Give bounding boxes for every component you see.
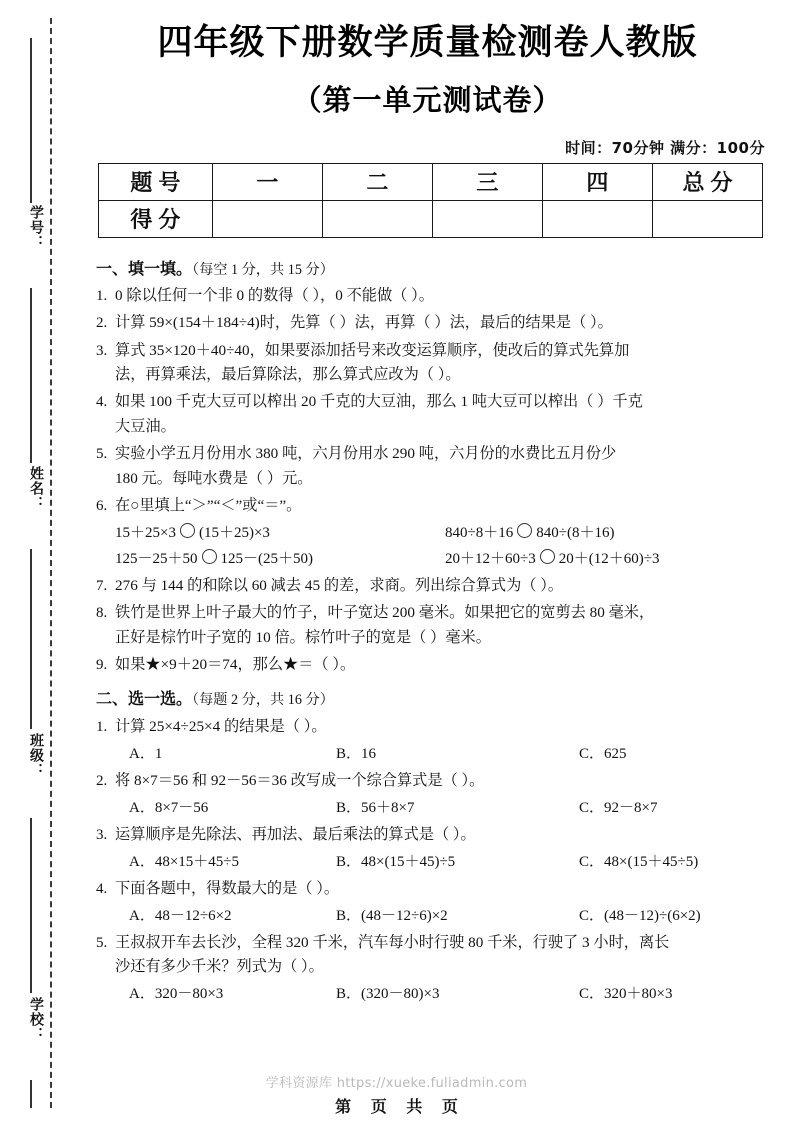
- score-table: [98, 163, 763, 238]
- question-2-1: [96, 715, 767, 740]
- question-line: 在○里填上“＞”“＜”或“＝”。: [115, 496, 302, 514]
- options-row: [96, 742, 767, 766]
- section-heading-text: 一、填一填。: [96, 258, 193, 278]
- question-line: 如果 100 千克大豆可以榨出 20 千克的大豆油，那么 1 吨大豆可以榨出（ ）千克: [115, 393, 643, 411]
- question-number: 2.: [96, 315, 108, 332]
- question-number: 5.: [96, 934, 108, 951]
- option-a[interactable]: A．320－80×3: [129, 986, 224, 1003]
- options-row: [96, 850, 767, 874]
- rail-label-student-name: 姓名：: [28, 466, 44, 511]
- section-heading-fill-in-the-blank: [96, 256, 767, 282]
- question-1-7: [96, 574, 767, 599]
- section-points: （每题 2 分，共 16 分）: [192, 692, 334, 709]
- question-number: 5.: [96, 446, 108, 462]
- question-body: [115, 574, 767, 599]
- question-number: 4.: [96, 394, 108, 411]
- question-line: 0 除以任何一个非 0 的数得（ ），0 不能做（ ）。: [115, 287, 434, 305]
- comparison-left-expression: 20＋12＋60÷3: [445, 551, 536, 568]
- rail-label-student-number: 学号：: [28, 205, 44, 250]
- fold-dashed-line: [50, 18, 52, 1108]
- question-body: [115, 442, 767, 491]
- score-input-4[interactable]: [542, 200, 652, 237]
- question-body: [115, 494, 767, 519]
- comparison-circle-blank[interactable]: [517, 523, 532, 538]
- rail-divider-line: [30, 818, 32, 993]
- section-points: （每空 1 分，共 15 分）: [192, 261, 334, 278]
- question-1-6: [96, 494, 767, 519]
- comparison-circle-blank[interactable]: [202, 549, 217, 564]
- question-body: [115, 653, 767, 678]
- score-table-col-4: 四: [542, 163, 652, 200]
- score-table-row-label: 题号: [99, 163, 213, 200]
- option-b[interactable]: B．56＋8×7: [336, 800, 415, 817]
- question-line: 将 8×7＝56 和 92－56＝36 改写成一个综合算式是（ ）。: [115, 771, 485, 789]
- question-body: [115, 311, 767, 336]
- left-margin-rail: [0, 0, 62, 1122]
- question-line: 正好是棕竹叶子宽的 10 倍。棕竹叶子的宽是（ ）毫米。: [115, 628, 491, 646]
- comparison-right-expression: 20＋(12＋60)÷3: [558, 551, 660, 568]
- question-line: 计算 25×4÷25×4 的结果是（ ）。: [115, 717, 327, 735]
- score-table-row-label: 得分: [99, 200, 213, 237]
- options-row: [96, 796, 767, 820]
- question-number: 1.: [96, 288, 108, 305]
- score-input-2[interactable]: [322, 200, 432, 237]
- question-number: 4.: [96, 880, 108, 897]
- question-number: 3.: [96, 826, 108, 843]
- question-number: 9.: [96, 656, 108, 673]
- section-heading-multiple-choice: [96, 686, 767, 712]
- page-number-footer: 第 页 共 页: [335, 1097, 465, 1116]
- question-body: [115, 601, 767, 650]
- comparison-row-2: [96, 547, 767, 571]
- question-2-3: [96, 823, 767, 848]
- question-body: [115, 715, 767, 740]
- comparison-row-1: [96, 521, 767, 545]
- score-table-col-1: 一: [212, 163, 322, 200]
- option-c[interactable]: C．48×(15＋45÷5): [579, 853, 699, 870]
- question-line: 计算 59×(154＋184÷4)时，先算（ ）法，再算（ ）法，最后的结果是（ ）。: [115, 314, 613, 332]
- option-c[interactable]: C．625: [579, 746, 627, 763]
- question-1-5: [96, 442, 767, 491]
- question-2-4: [96, 877, 767, 902]
- exam-content: [62, 238, 793, 1007]
- question-1-8: [96, 601, 767, 650]
- rail-divider-line: [30, 38, 32, 203]
- question-line: 如果★×9＋20＝74，那么★＝（ ）。: [115, 655, 356, 673]
- comparison-right-expression: (15＋25)×3: [198, 524, 270, 541]
- question-number: 8.: [96, 605, 108, 622]
- option-c[interactable]: C．92－8×7: [579, 800, 658, 817]
- question-body: [115, 339, 767, 388]
- section-heading-text: 二、选一选。: [96, 689, 193, 709]
- question-line: 180 元。每吨水费是（ ）元。: [115, 469, 313, 487]
- question-body: [115, 390, 767, 439]
- option-c[interactable]: C．(48－12)÷(6×2): [579, 907, 701, 924]
- options-row: [96, 982, 767, 1006]
- comparison-left-expression: 125－25＋50: [115, 551, 198, 568]
- option-b[interactable]: B．(48－12÷6)×2: [336, 907, 448, 924]
- comparison-expression-pair: [445, 521, 767, 545]
- question-number: 6.: [96, 497, 108, 514]
- comparison-expression-pair: [115, 547, 445, 571]
- comparison-left-expression: 840÷8＋16: [445, 524, 514, 541]
- question-line: 276 与 144 的和除以 60 减去 45 的差，求商。列出综合算式为（ ）。: [115, 576, 564, 594]
- option-b[interactable]: B．(320－80)×3: [336, 986, 440, 1003]
- option-b[interactable]: B．48×(15＋45)÷5: [336, 853, 456, 870]
- comparison-expression-pair: [115, 521, 445, 545]
- question-1-1: [96, 284, 767, 309]
- comparison-right-expression: 125－(25＋50): [220, 551, 314, 568]
- score-table-col-total: 总分: [652, 163, 762, 200]
- option-a[interactable]: A．1: [129, 746, 163, 763]
- title-block: [62, 0, 793, 119]
- question-2-5: [96, 931, 767, 980]
- question-line: 沙还有多少千米？列式为（ ）。: [115, 958, 324, 976]
- question-2-2: [96, 769, 767, 794]
- table-row-scores: [99, 200, 763, 237]
- option-c[interactable]: C．320＋80×3: [579, 986, 673, 1003]
- question-body: [115, 284, 767, 309]
- option-a[interactable]: A．48－12÷6×2: [129, 907, 232, 924]
- question-line: 下面各题中，得数最大的是（ ）。: [115, 879, 340, 897]
- rail-label-school: 学校：: [28, 997, 44, 1042]
- question-1-9: [96, 653, 767, 678]
- score-input-1[interactable]: [212, 200, 322, 237]
- question-line: 算式 35×120＋40÷40，如果要添加括号来改变运算顺序，使改后的算式先算加: [115, 341, 630, 359]
- rail-label-class: 班级：: [28, 733, 44, 778]
- question-line: 运算顺序是先除法、再加法、最后乘法的算式是（ ）。: [115, 825, 476, 843]
- watermark-text: 学科资源库 https://xueke.fuliadmin.com: [265, 1076, 528, 1091]
- comparison-right-expression: 840÷(8＋16): [536, 524, 615, 541]
- comparison-circle-blank[interactable]: [180, 523, 195, 538]
- question-1-3: [96, 339, 767, 388]
- question-number: 2.: [96, 772, 108, 789]
- question-1-4: [96, 390, 767, 439]
- options-row: [96, 904, 767, 928]
- question-line: 铁竹是世界上叶子最大的竹子，叶子宽达 200 毫米。如果把它的宽剪去 80 毫米，: [115, 604, 655, 622]
- comparison-expression-pair: [445, 547, 767, 571]
- question-body: [115, 931, 767, 980]
- score-table-col-3: 三: [432, 163, 542, 200]
- question-1-2: [96, 311, 767, 336]
- question-line: 法，再算乘法，最后算除法，那么算式应改为（ ）。: [115, 366, 461, 384]
- question-body: [115, 769, 767, 794]
- question-number: 1.: [96, 718, 108, 735]
- page-subtitle: （第一单元测试卷）: [292, 82, 563, 117]
- option-a[interactable]: A．8×7－56: [129, 800, 209, 817]
- question-line: 王叔叔开车去长沙，全程 320 千米，汽车每小时行驶 80 千米，行驶了 3 小时，离长: [115, 933, 670, 951]
- comparison-left-expression: 15＋25×3: [115, 524, 176, 541]
- question-number: 3.: [96, 342, 108, 359]
- question-line: 实验小学五月份用水 380 吨，六月份用水 290 吨，六月份的水费比五月份少: [115, 445, 617, 462]
- rail-divider-line: [30, 549, 32, 729]
- table-row-question-numbers: [99, 163, 763, 200]
- comparison-circle-blank[interactable]: [540, 549, 555, 564]
- question-line: 大豆油。: [115, 417, 176, 435]
- score-table-col-2: 二: [322, 163, 432, 200]
- rail-divider-line: [30, 288, 32, 463]
- page-title: 四年级下册数学质量检测卷人教版: [157, 23, 698, 63]
- score-table-container: [62, 163, 793, 238]
- question-body: [115, 823, 767, 848]
- question-number: 7.: [96, 577, 108, 594]
- score-input-3[interactable]: [432, 200, 542, 237]
- exam-meta-info: 时间：70分钟 满分：100分: [565, 138, 765, 157]
- exam-page: [62, 0, 793, 1122]
- question-body: [115, 877, 767, 902]
- option-b[interactable]: B．16: [336, 746, 377, 763]
- option-a[interactable]: A．48×15＋45÷5: [129, 853, 240, 870]
- score-input-total[interactable]: [652, 200, 762, 237]
